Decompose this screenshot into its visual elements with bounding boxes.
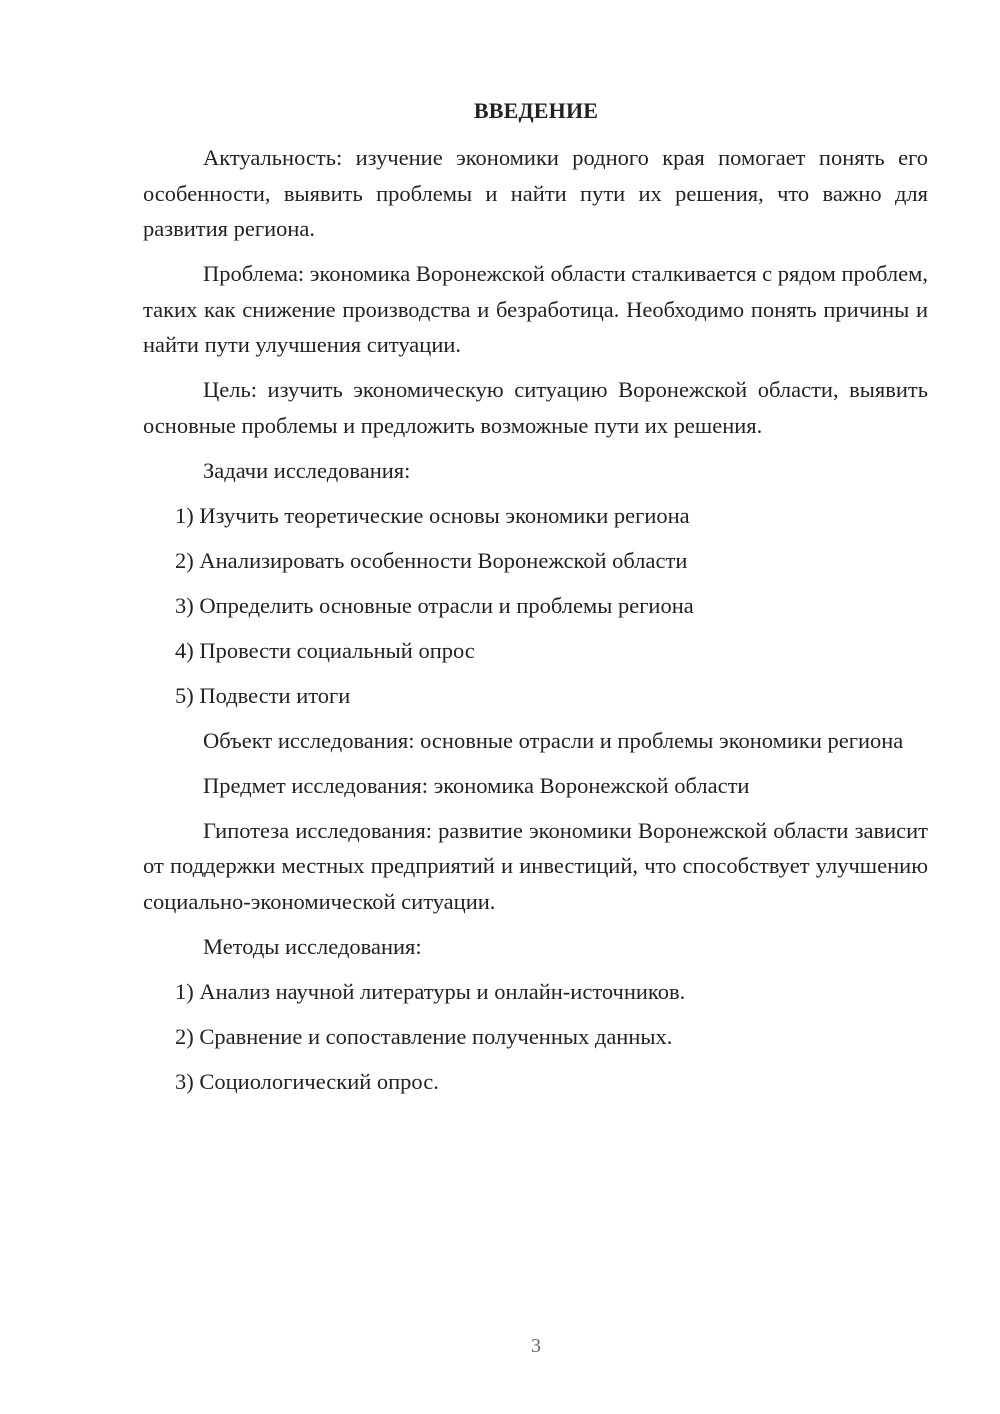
problem-paragraph: Проблема: экономика Воронежской области сталкивается с рядом проблем, таких как снижение производства и безработица. Необходимо понять причины и найти пути улучшения ситуации.	[143, 261, 928, 357]
task-item: 5) Подвести итоги	[175, 682, 351, 708]
methods-heading: Методы исследования:	[203, 933, 422, 959]
body-text	[143, 140, 928, 1109]
method-item: 1) Анализ научной литературы и онлайн-источников.	[175, 978, 686, 1004]
tasks-heading: Задачи исследования:	[203, 457, 411, 483]
goal-paragraph: Цель: изучить экономическую ситуацию Воронежской области, выявить основные проблемы и предложить возможные пути их решения.	[143, 377, 928, 438]
task-item: 3) Определить основные отрасли и проблемы региона	[175, 592, 694, 618]
hypothesis-paragraph: Гипотеза исследования: развитие экономики Воронежской области зависит от поддержки местных предприятий и инвестиций, что способствует улучшению социально-экономической ситуации.	[143, 817, 928, 914]
object-paragraph: Объект исследования: основные отрасли и проблемы экономики региона	[203, 727, 904, 753]
page-title: ВВЕДЕНИЕ	[473, 98, 599, 123]
task-item: 4) Провести социальный опрос	[175, 637, 475, 663]
subject-paragraph: Предмет исследования: экономика Воронежской области	[203, 772, 750, 798]
page-number: 3	[531, 1335, 541, 1357]
method-item: 3) Социологический опрос.	[175, 1068, 439, 1094]
method-item: 2) Сравнение и сопоставление полученных данных.	[175, 1023, 673, 1049]
relevance-paragraph: Актуальность: изучение экономики родного края помогает понять его особенности, выявить проблемы и найти пути их решения, что важно для развития региона.	[143, 145, 928, 241]
task-item: 2) Анализировать особенности Воронежской области	[175, 547, 688, 573]
task-item: 1) Изучить теоретические основы экономики региона	[175, 502, 690, 528]
